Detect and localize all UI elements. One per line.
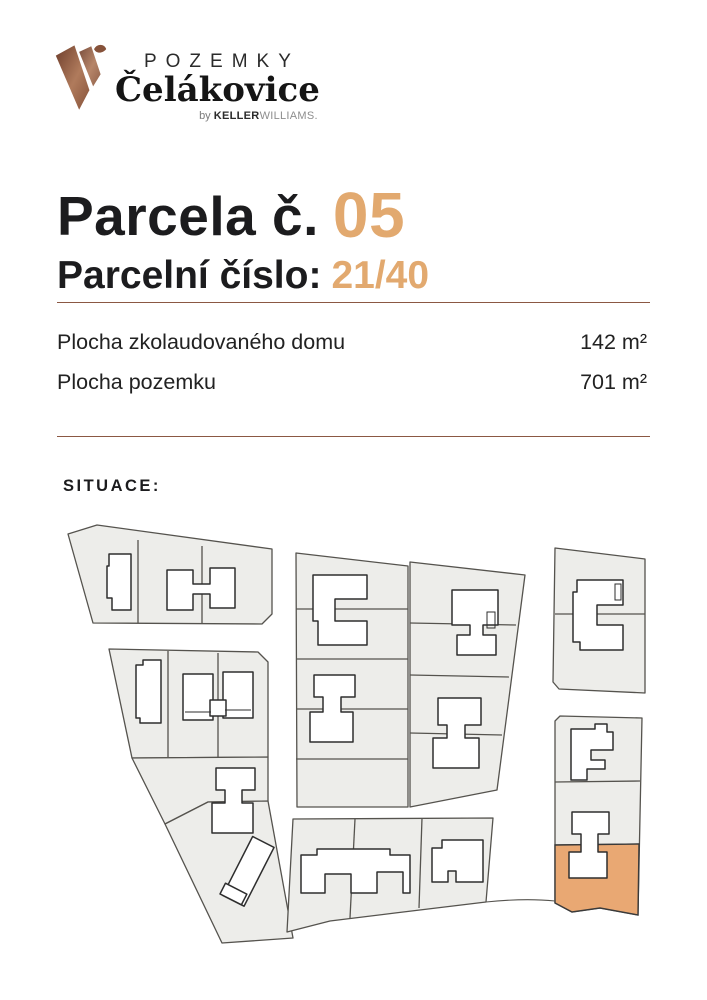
house-footprint — [452, 590, 498, 655]
keller-williams-logo-icon — [53, 40, 109, 116]
byline-keller: KELLER — [213, 109, 260, 122]
brand-wordmark — [115, 40, 320, 122]
brand-logo — [53, 40, 320, 122]
parcel-id-line — [57, 254, 430, 298]
road-line — [486, 900, 555, 902]
detail-label: Plocha pozemku — [57, 369, 216, 394]
house-footprint — [136, 660, 161, 723]
byline-by: by — [199, 109, 214, 122]
brand-byline — [199, 111, 318, 122]
detail-value: 142 m² — [580, 330, 647, 354]
table-row — [57, 369, 647, 394]
site-plan — [35, 522, 675, 947]
situace-heading: SITUACE: — [63, 477, 161, 495]
detail-label: Plocha zkolaudovaného domu — [57, 330, 346, 354]
detail-value: 701 m² — [580, 369, 647, 394]
site-plan-map — [35, 522, 675, 947]
parcel-number: 05 — [332, 178, 406, 251]
parcel-title-label: Parcela č. — [57, 184, 319, 247]
parcel-id-value: 21/40 — [331, 254, 430, 298]
divider-rule-bottom — [57, 436, 650, 437]
page-title — [57, 178, 406, 251]
byline-williams: WILLIAMS. — [259, 109, 318, 122]
parcel-id-label: Parcelní číslo: — [57, 254, 322, 298]
house-footprint — [210, 700, 226, 716]
house-footprint — [223, 672, 253, 718]
brand-pozemky-label: POZEMKY — [143, 51, 300, 72]
divider-rule-top — [57, 302, 650, 303]
table-row — [57, 332, 647, 354]
brand-celakovice-label: Čelákovice — [115, 70, 320, 110]
house-footprint — [183, 674, 213, 720]
details-table — [57, 332, 647, 411]
parcel — [553, 548, 645, 693]
